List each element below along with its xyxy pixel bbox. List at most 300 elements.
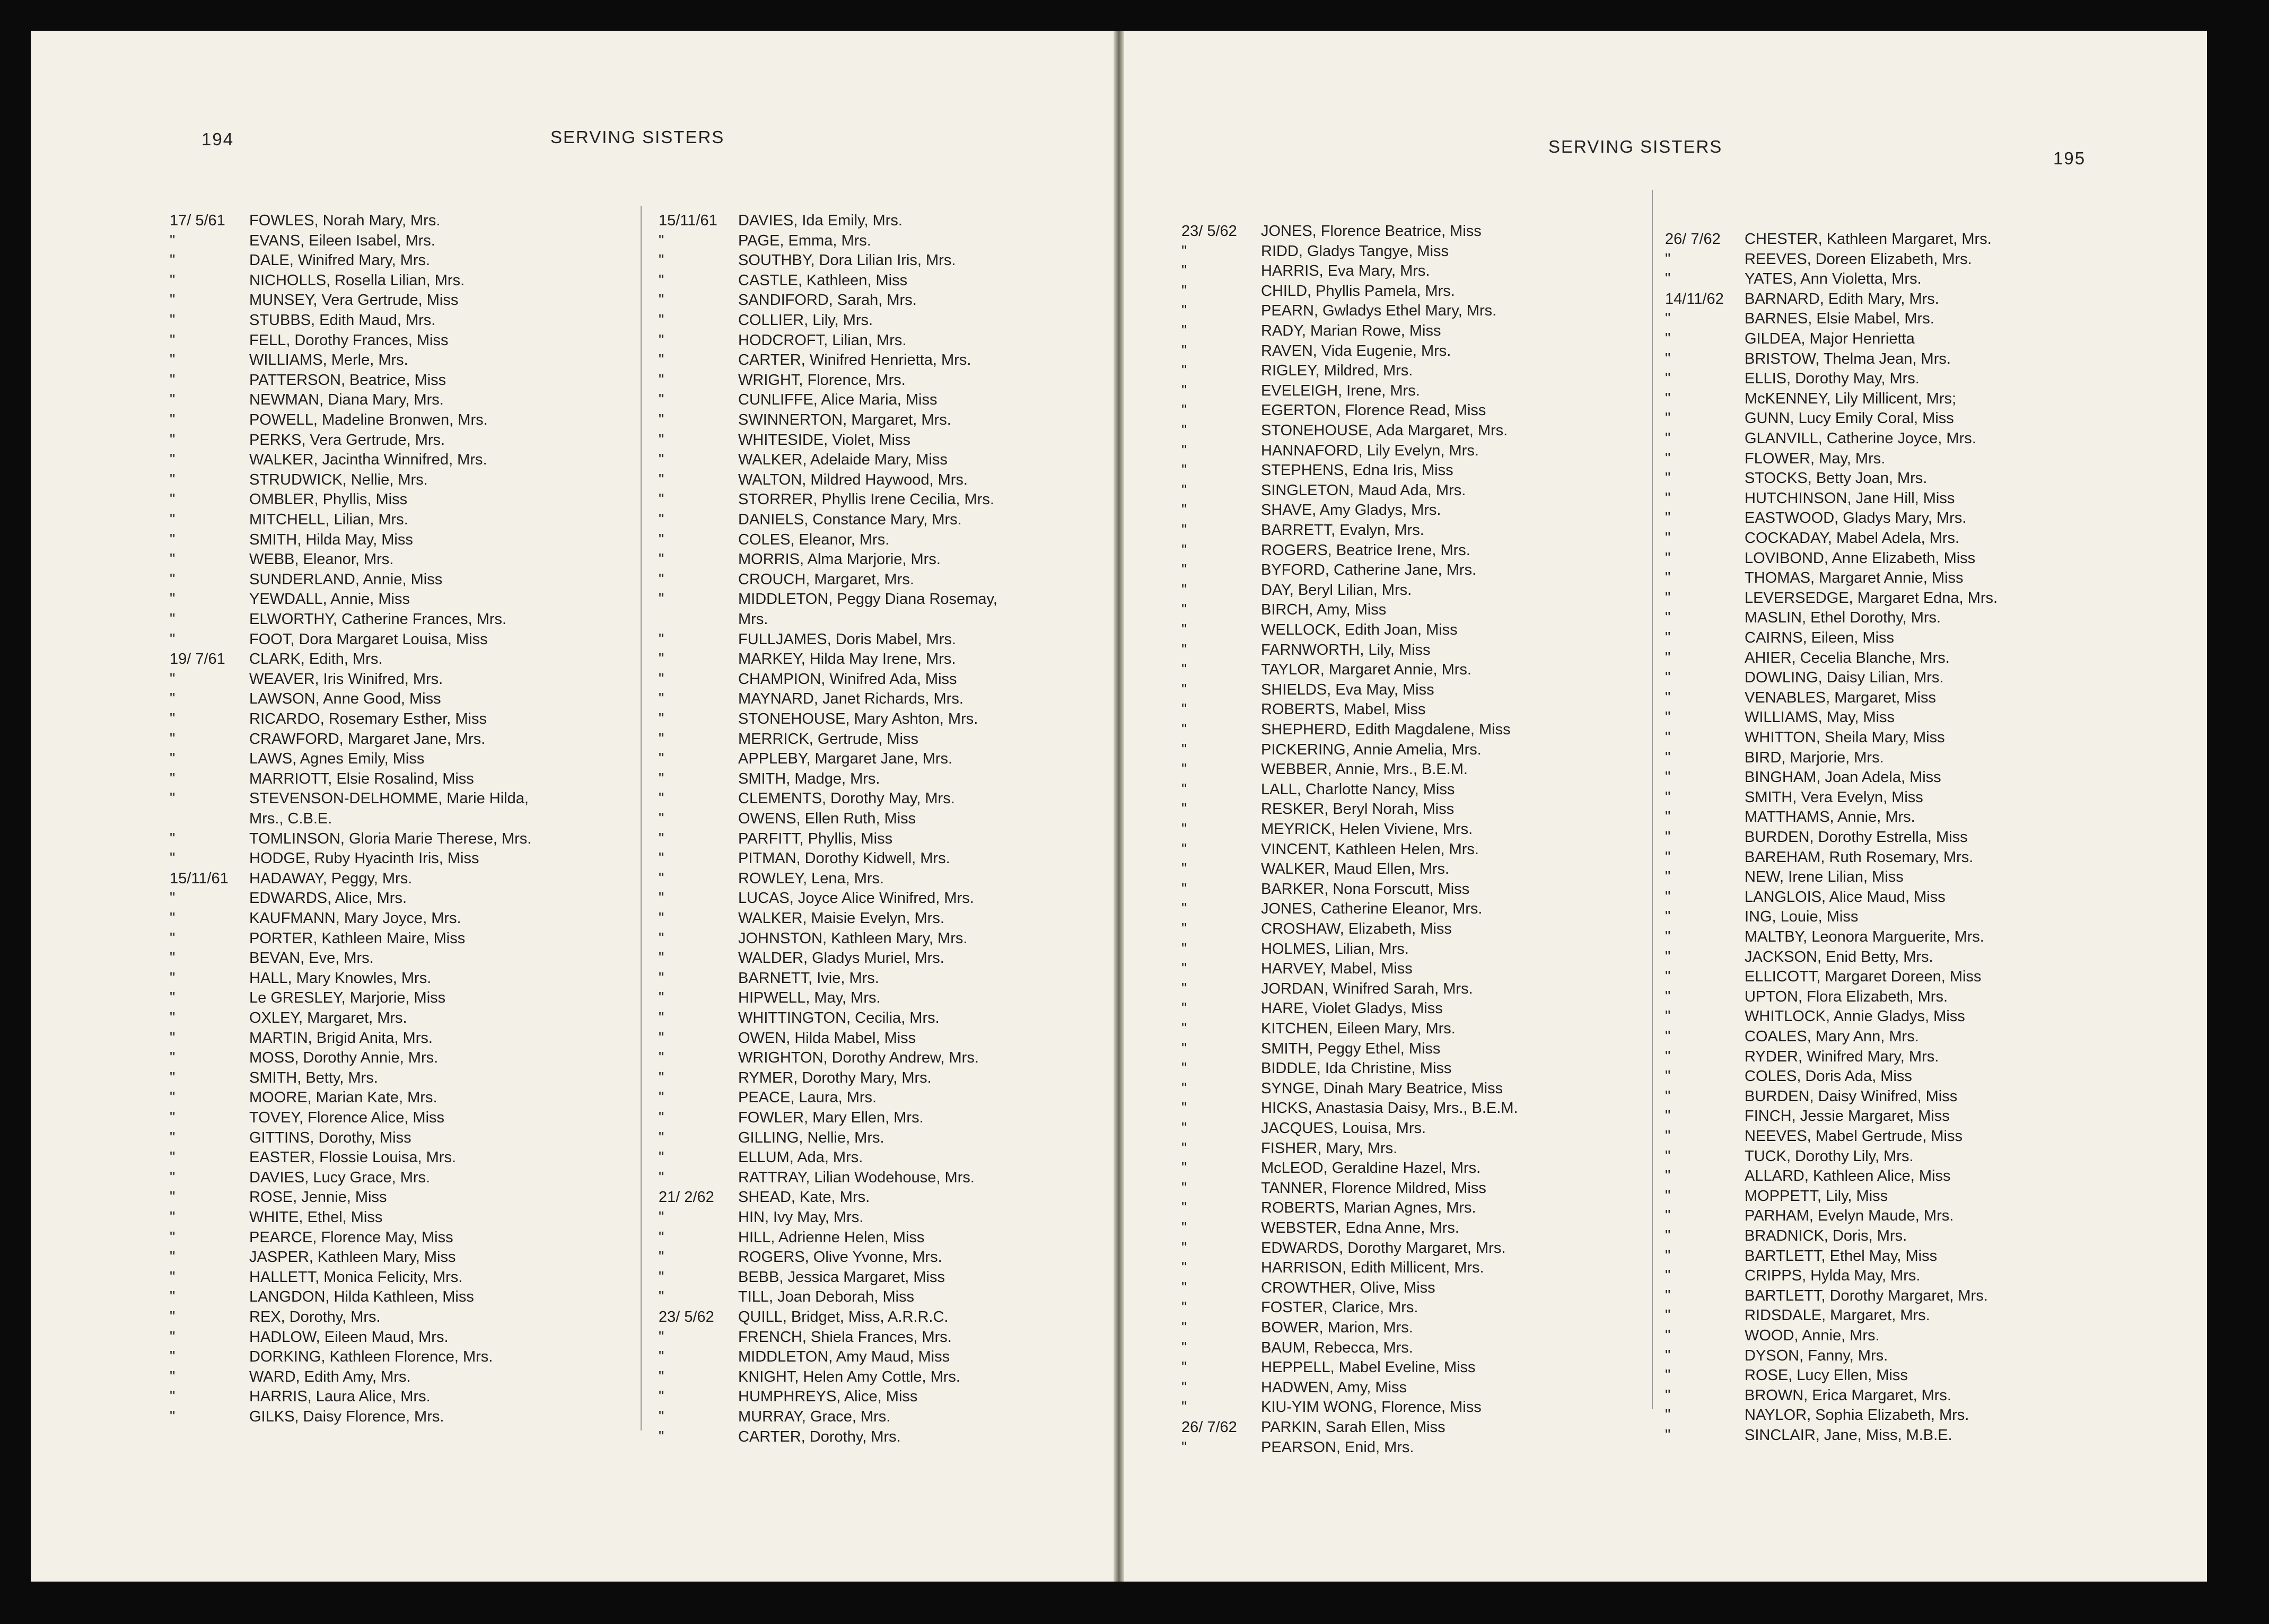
entry-row — [659, 1128, 884, 1148]
entry-date: " — [1181, 1160, 1187, 1177]
entry-row — [170, 649, 382, 669]
entry-name: DOWLING, Daisy Lilian, Mrs. — [1745, 669, 1944, 686]
entry-name: FOOT, Dora Margaret Louisa, Miss — [249, 631, 488, 648]
entry-name: HILL, Adrienne Helen, Miss — [738, 1229, 925, 1246]
entry-row — [659, 1328, 952, 1347]
entry-row — [659, 570, 914, 590]
entry-row — [659, 649, 956, 669]
entry-date: " — [170, 591, 176, 608]
entry-name: CRAWFORD, Margaret Jane, Mrs. — [249, 731, 486, 748]
entry-date: " — [659, 950, 664, 967]
entry-name: BOWER, Marion, Mrs. — [1261, 1319, 1413, 1336]
entry-name: COALES, Mary Ann, Mrs. — [1745, 1028, 1919, 1045]
entry-date: " — [170, 432, 176, 449]
entry-row — [1181, 800, 1454, 819]
entry-name: BAUM, Rebecca, Mrs. — [1261, 1339, 1413, 1356]
entry-date: " — [1665, 1367, 1671, 1384]
entry-row — [1181, 919, 1452, 939]
entry-date: " — [659, 332, 664, 349]
entry-row — [1665, 1406, 1969, 1425]
entry-name: RIGLEY, Mildred, Mrs. — [1261, 362, 1413, 379]
entry-row — [659, 610, 768, 629]
entry-name: SMITH, Betty, Mrs. — [249, 1069, 378, 1086]
entry-row — [170, 311, 435, 330]
entry-date: 19/ 7/61 — [170, 651, 225, 668]
entry-row — [1181, 481, 1466, 501]
entry-name: PITMAN, Dorothy Kidwell, Mrs. — [738, 850, 950, 867]
entry-row — [659, 1029, 916, 1048]
entry-name: KIU-YIM WONG, Florence, Miss — [1261, 1399, 1482, 1416]
entry-date: " — [659, 1209, 664, 1226]
entry-row — [1665, 1187, 1888, 1206]
entry-name: MOORE, Marian Kate, Mrs. — [249, 1089, 437, 1106]
entry-row — [170, 291, 458, 310]
entry-date: " — [1181, 681, 1187, 698]
entry-row — [1181, 581, 1412, 600]
entry-row — [1665, 927, 1984, 947]
entry-date: " — [170, 1049, 176, 1066]
entry-date: " — [1181, 382, 1187, 399]
entry-row — [1665, 369, 1920, 389]
entry-date: " — [170, 1288, 176, 1305]
entry-date: " — [1665, 590, 1671, 607]
entry-row — [1181, 560, 1476, 580]
entry-name: EDWARDS, Dorothy Margaret, Mrs. — [1261, 1240, 1506, 1257]
entry-row — [170, 211, 440, 231]
entry-name: JONES, Catherine Eleanor, Mrs. — [1261, 900, 1483, 917]
entry-row — [170, 431, 445, 450]
entry-row — [1181, 261, 1430, 281]
entry-row — [1181, 1258, 1484, 1278]
entry-date: " — [1181, 502, 1187, 519]
entry-row — [170, 1248, 455, 1267]
entry-date: " — [170, 352, 176, 368]
entry-date: " — [1181, 1279, 1187, 1296]
entry-date: " — [1181, 422, 1187, 439]
column-divider — [641, 206, 642, 1430]
entry-row — [659, 1188, 870, 1207]
entry-date: " — [659, 690, 664, 707]
entry-date: " — [1665, 1167, 1671, 1184]
entry-name: ING, Louie, Miss — [1745, 908, 1859, 925]
entry-date: " — [1181, 621, 1187, 638]
entry-name: FOWLES, Norah Mary, Mrs. — [249, 212, 441, 229]
entry-row — [659, 1228, 924, 1248]
entry-row — [170, 1088, 437, 1108]
entry-name: FARNWORTH, Lily, Miss — [1261, 642, 1431, 659]
entry-row — [170, 530, 413, 550]
entry-row — [659, 1307, 948, 1327]
entry-name: JACKSON, Enid Betty, Mrs. — [1745, 949, 1933, 965]
entry-name: LAWS, Agnes Emily, Miss — [249, 750, 425, 767]
entry-row — [1181, 1218, 1459, 1238]
entry-row — [1665, 907, 1858, 927]
entry-date: " — [170, 232, 176, 249]
entry-name: HOLMES, Lilian, Mrs. — [1261, 941, 1409, 958]
entry-name: PARHAM, Evelyn Maude, Mrs. — [1745, 1207, 1954, 1224]
entry-name: JORDAN, Winifred Sarah, Mrs. — [1261, 980, 1473, 997]
entry-name: McLEOD, Geraldine Hazel, Mrs. — [1261, 1160, 1481, 1177]
entry-name: GUNN, Lucy Emily Coral, Miss — [1745, 410, 1954, 427]
entry-name: BARTLETT, Ethel May, Miss — [1745, 1248, 1938, 1265]
entry-name: HANNAFORD, Lily Evelyn, Mrs. — [1261, 442, 1479, 459]
entry-date: " — [1665, 809, 1671, 826]
entry-date: " — [170, 1069, 176, 1086]
entry-row — [1665, 589, 1998, 608]
entry-date: " — [1665, 968, 1671, 985]
entry-row — [1181, 979, 1473, 999]
entry-date: " — [1665, 868, 1671, 885]
entry-row — [1665, 309, 1934, 329]
entry-name: ROSE, Jennie, Miss — [249, 1189, 387, 1206]
entry-date: " — [170, 272, 176, 289]
entry-row — [1665, 688, 1936, 708]
entry-date: " — [659, 252, 664, 269]
entry-date: " — [659, 830, 664, 847]
entry-row — [659, 1088, 877, 1108]
entry-date: " — [1665, 769, 1671, 786]
entry-date: " — [1665, 390, 1671, 407]
entry-name: WALKER, Adelaide Mary, Miss — [738, 451, 948, 468]
entry-name: MAYNARD, Janet Richards, Mrs. — [738, 690, 963, 707]
entry-name: OXLEY, Margaret, Mrs. — [249, 1009, 407, 1026]
entry-row — [1181, 541, 1470, 560]
entry-date: " — [659, 1229, 664, 1246]
entry-row — [170, 730, 485, 749]
entry-row — [1181, 740, 1482, 760]
entry-row — [1181, 1378, 1407, 1398]
entry-date: " — [659, 591, 664, 608]
entry-name: MATTHAMS, Annie, Mrs. — [1745, 809, 1915, 826]
entry-date: " — [1181, 900, 1187, 917]
page-heading: SERVING SISTERS — [1548, 137, 1723, 156]
entry-date: " — [659, 810, 664, 827]
entry-row — [1181, 321, 1441, 341]
entry-name: APPLEBY, Margaret Jane, Mrs. — [738, 750, 953, 767]
entry-row — [659, 1108, 924, 1128]
entry-row — [170, 1029, 433, 1048]
entry-date: " — [170, 1189, 176, 1206]
entry-row — [1665, 1386, 1951, 1406]
entry-row — [1665, 1087, 1957, 1107]
entry-date: " — [659, 1428, 664, 1445]
entry-name: BROWN, Erica Margaret, Mrs. — [1745, 1387, 1951, 1404]
entry-name: KNIGHT, Helen Amy Cottle, Mrs. — [738, 1368, 960, 1385]
entry-name: HUMPHREYS, Alice, Miss — [738, 1388, 918, 1405]
entry-name: ELWORTHY, Catherine Frances, Mrs. — [249, 611, 507, 628]
entry-date: " — [659, 1009, 664, 1026]
entry-name: DALE, Winifred Mary, Mrs. — [249, 252, 431, 269]
entry-row — [659, 530, 889, 550]
entry-name: TILL, Joan Deborah, Miss — [738, 1288, 915, 1305]
entry-row — [659, 550, 941, 569]
entry-name: ELLIS, Dorothy May, Mrs. — [1745, 370, 1920, 387]
entry-name: COCKADAY, Mabel Adela, Mrs. — [1745, 530, 1960, 547]
entry-name: MIDDLETON, Amy Maud, Miss — [738, 1348, 950, 1365]
entry-row — [659, 1248, 942, 1267]
entry-date: " — [659, 1030, 664, 1047]
entry-name: HARVEY, Mabel, Miss — [1261, 960, 1413, 977]
entry-date: " — [659, 651, 664, 668]
entry-date: " — [659, 1329, 664, 1346]
entry-row — [1665, 1166, 1950, 1186]
entry-name: CLEMENTS, Dorothy May, Mrs. — [738, 790, 955, 807]
entry-row — [170, 949, 374, 968]
entry-row — [1181, 780, 1455, 800]
entry-name: CLARK, Edith, Mrs. — [249, 651, 383, 668]
entry-row — [170, 231, 435, 251]
entry-name: SOUTHBY, Dora Lilian Iris, Mrs. — [738, 252, 956, 269]
entry-date: " — [659, 1129, 664, 1146]
entry-name: GLANVILL, Catherine Joyce, Mrs. — [1745, 430, 1976, 447]
entry-row — [1665, 888, 1946, 907]
entry-date: 21/ 2/62 — [659, 1189, 714, 1206]
entry-name: NEWMAN, Diana Mary, Mrs. — [249, 391, 444, 408]
entry-row — [1665, 1007, 1965, 1026]
entry-date: " — [659, 731, 664, 748]
entry-name: RICARDO, Rosemary Esther, Miss — [249, 710, 487, 727]
right-page — [1124, 31, 2207, 1582]
entry-row — [1665, 867, 1904, 887]
entry-name: BARKER, Nona Forscutt, Miss — [1261, 881, 1470, 898]
entry-date: " — [659, 750, 664, 767]
entry-row — [1181, 1019, 1456, 1039]
entry-name: SINGLETON, Maud Ada, Mrs. — [1261, 482, 1466, 499]
entry-date: " — [659, 232, 664, 249]
entry-row — [659, 929, 967, 949]
entry-row — [659, 331, 906, 350]
entry-name: ROBERTS, Marian Agnes, Mrs. — [1261, 1199, 1476, 1216]
entry-date: " — [1181, 362, 1187, 379]
entry-date: " — [170, 1388, 176, 1405]
entry-name: HIN, Ivy May, Mrs. — [738, 1209, 864, 1226]
entry-row — [170, 610, 506, 629]
entry-row — [1181, 1119, 1426, 1138]
entry-date: " — [1665, 569, 1671, 586]
entry-name: HIPWELL, May, Mrs. — [738, 989, 881, 1006]
entry-row — [170, 709, 487, 729]
entry-row — [170, 590, 410, 609]
entry-name: WEBSTER, Edna Anne, Mrs. — [1261, 1219, 1459, 1236]
entry-date: " — [1665, 749, 1671, 766]
entry-row — [1181, 1438, 1414, 1458]
entry-name: PARKIN, Sarah Ellen, Miss — [1261, 1419, 1445, 1436]
entry-date: " — [1181, 941, 1187, 958]
entry-date: " — [170, 411, 176, 428]
entry-date: " — [659, 870, 664, 887]
entry-name: WEAVER, Iris Winifred, Mrs. — [249, 671, 443, 688]
entry-name: RADY, Marian Rowe, Miss — [1261, 322, 1441, 339]
entry-name: LOVIBOND, Anne Elizabeth, Miss — [1745, 550, 1976, 567]
entry-date: " — [1181, 1379, 1187, 1396]
entry-row — [1665, 1246, 1937, 1266]
entry-date: " — [1181, 980, 1187, 997]
entry-row — [170, 1407, 444, 1427]
entry-name: MERRICK, Gertrude, Miss — [738, 731, 918, 748]
entry-name: RATTRAY, Lilian Wodehouse, Mrs. — [738, 1169, 975, 1186]
entry-row — [170, 769, 474, 789]
entry-row — [170, 1188, 387, 1207]
entry-name: BAREHAM, Ruth Rosemary, Mrs. — [1745, 849, 1974, 866]
entry-row — [170, 371, 446, 390]
entry-date: " — [659, 372, 664, 389]
entry-name: ELLICOTT, Margaret Doreen, Miss — [1745, 968, 1982, 985]
entry-row — [659, 909, 944, 928]
entry-row — [1665, 1127, 1963, 1146]
entry-name: SYNGE, Dinah Mary Beatrice, Miss — [1261, 1080, 1503, 1097]
entry-date: " — [1665, 1387, 1671, 1404]
entry-row — [1181, 600, 1386, 620]
entry-row — [170, 889, 407, 908]
entry-date: " — [170, 292, 176, 309]
entry-name: HADLOW, Eileen Maud, Mrs. — [249, 1329, 449, 1346]
entry-date: " — [1181, 442, 1187, 459]
entry-name: WALDER, Gladys Muriel, Mrs. — [738, 950, 944, 967]
entry-name: BURDEN, Dorothy Estrella, Miss — [1745, 829, 1968, 846]
entry-name: DANIELS, Constance Mary, Mrs. — [738, 511, 962, 528]
entry-date: " — [659, 432, 664, 449]
entry-date: " — [659, 491, 664, 508]
entry-date: " — [170, 1209, 176, 1226]
entry-row — [1665, 389, 1956, 409]
entry-date: " — [1665, 789, 1671, 806]
entry-date: " — [1665, 949, 1671, 965]
entry-date: " — [170, 531, 176, 548]
entry-date: " — [1665, 1347, 1671, 1364]
entry-date: " — [659, 770, 664, 787]
entry-name: OWENS, Ellen Ruth, Miss — [738, 810, 916, 827]
entry-name: CARTER, Winifred Henrietta, Mrs. — [738, 352, 971, 368]
entry-name: PARFITT, Phyllis, Miss — [738, 830, 893, 847]
entry-name: CARTER, Dorothy, Mrs. — [738, 1428, 901, 1445]
entry-name: JASPER, Kathleen Mary, Miss — [249, 1249, 456, 1266]
entry-name: GITTINS, Dorothy, Miss — [249, 1129, 411, 1146]
entry-row — [1181, 859, 1449, 879]
entry-date: " — [659, 451, 664, 468]
entry-name: HUTCHINSON, Jane Hill, Miss — [1745, 490, 1955, 507]
entry-row — [659, 1347, 950, 1367]
entry-date: " — [659, 1069, 664, 1086]
entry-date: " — [1665, 550, 1671, 567]
entry-name: COLLIER, Lily, Mrs. — [738, 312, 873, 329]
entry-date: " — [1181, 1080, 1187, 1097]
entry-name: HARE, Violet Gladys, Miss — [1261, 1000, 1443, 1017]
entry-name: HALL, Mary Knowles, Mrs. — [249, 970, 432, 987]
entry-row — [1665, 1226, 1907, 1246]
entry-row — [1181, 1338, 1413, 1358]
entry-name: PORTER, Kathleen Maire, Miss — [249, 930, 466, 947]
entry-name: RAVEN, Vida Eugenie, Mrs. — [1261, 343, 1451, 359]
entry-row — [1181, 242, 1449, 261]
entry-date: " — [1665, 1188, 1671, 1205]
entry-date: " — [659, 890, 664, 907]
entry-date: " — [659, 1348, 664, 1365]
entry-row — [659, 730, 918, 749]
entry-name: PAGE, Emma, Mrs. — [738, 232, 871, 249]
entry-name: BURDEN, Daisy Winifred, Miss — [1745, 1088, 1958, 1105]
entry-row — [1181, 421, 1508, 441]
entry-row — [659, 311, 873, 330]
entry-name: LALL, Charlotte Nancy, Miss — [1261, 781, 1455, 798]
entry-row — [1181, 1358, 1476, 1377]
entry-date: " — [659, 1368, 664, 1385]
entry-name: NICHOLLS, Rosella Lilian, Mrs. — [249, 272, 465, 289]
entry-date: " — [1181, 522, 1187, 539]
entry-date: 26/ 7/62 — [1181, 1419, 1237, 1436]
entry-name: BRISTOW, Thelma Jean, Mrs. — [1745, 350, 1951, 367]
entry-name: LANGDON, Hilda Kathleen, Miss — [249, 1288, 474, 1305]
entry-row — [1665, 1286, 1988, 1306]
entry-name: CAIRNS, Eileen, Miss — [1745, 629, 1895, 646]
entry-row — [659, 949, 944, 968]
entry-row — [1665, 947, 1933, 967]
entry-name: MUNSEY, Vera Gertrude, Miss — [249, 292, 459, 309]
entry-name: FOWLER, Mary Ellen, Mrs. — [738, 1109, 924, 1126]
entry-date: " — [1665, 410, 1671, 427]
entry-date: " — [170, 1030, 176, 1047]
entry-name: SANDIFORD, Sarah, Mrs. — [738, 292, 917, 309]
entry-date: " — [659, 970, 664, 987]
entry-name: FISHER, Mary, Mrs. — [1261, 1140, 1398, 1157]
entry-row — [1181, 660, 1471, 680]
entry-name: CRIPPS, Hylda May, Mrs. — [1745, 1267, 1921, 1284]
entry-row — [1665, 289, 1939, 309]
entry-date: " — [170, 750, 176, 767]
entry-row — [170, 390, 444, 410]
entry-name: EASTWOOD, Gladys Mary, Mrs. — [1745, 510, 1967, 526]
entry-name: BARNES, Elsie Mabel, Mrs. — [1745, 310, 1934, 327]
entry-row — [170, 1287, 474, 1307]
entry-name: MEYRICK, Helen Viviene, Mrs. — [1261, 821, 1473, 838]
entry-date: " — [1181, 861, 1187, 877]
entry-name: Mrs. — [738, 611, 768, 628]
entry-row — [1665, 250, 1972, 269]
entry-row — [1181, 1398, 1482, 1417]
entry-row — [1665, 269, 1922, 289]
entry-row — [659, 969, 879, 988]
entry-row — [659, 490, 994, 510]
entry-row — [1665, 807, 1915, 827]
entry-name: STOCKS, Betty Joan, Mrs. — [1745, 470, 1928, 487]
entry-date: " — [1665, 709, 1671, 726]
entry-date: " — [659, 352, 664, 368]
entry-date: " — [659, 1288, 664, 1305]
entry-name: STORRER, Phyllis Irene Cecilia, Mrs. — [738, 491, 994, 508]
entry-row — [170, 789, 529, 809]
entry-name: Le GRESLEY, Marjorie, Miss — [249, 989, 446, 1006]
entry-row — [170, 1108, 444, 1128]
entry-date: " — [1181, 1240, 1187, 1257]
entry-name: STRUDWICK, Nellie, Mrs. — [249, 471, 428, 488]
entry-date: " — [170, 551, 176, 568]
entry-date: " — [1665, 1407, 1671, 1424]
entry-date: " — [1181, 243, 1187, 260]
entry-row — [1181, 959, 1413, 979]
entry-date: " — [170, 451, 176, 468]
entry-row — [1665, 628, 1894, 648]
entry-row — [170, 929, 465, 949]
entry-row — [1665, 1366, 1908, 1385]
entry-row — [659, 1208, 863, 1227]
entry-date: " — [1665, 849, 1671, 866]
entry-row — [170, 271, 465, 291]
entry-date: " — [170, 511, 176, 528]
entry-row — [1181, 1079, 1503, 1099]
entry-row — [1665, 728, 1945, 748]
entry-name: MARTIN, Brigid Anita, Mrs. — [249, 1030, 433, 1047]
entry-date: " — [1665, 1248, 1671, 1265]
entry-date: " — [659, 910, 664, 927]
